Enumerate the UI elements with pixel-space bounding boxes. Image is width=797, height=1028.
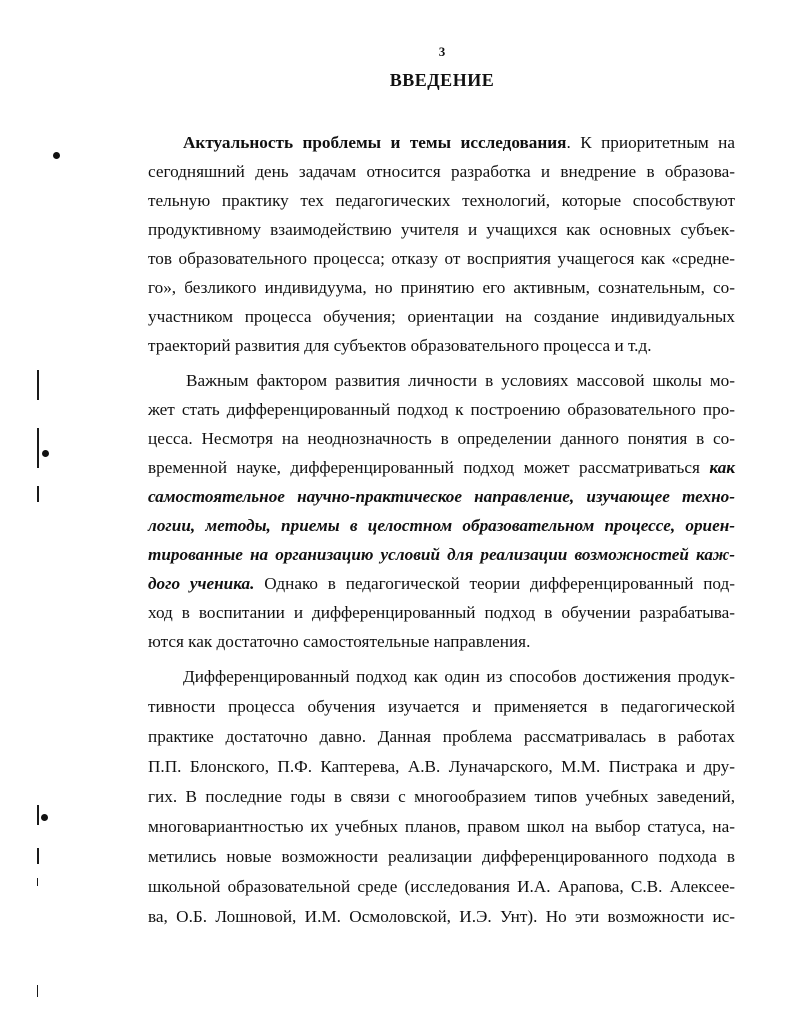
text-line: траекторий развития для субъектов образовательного процесса и т.д. xyxy=(148,336,652,355)
text-line: Дифференцированный подход как один из способов достижения продук- xyxy=(183,667,735,686)
scan-mark xyxy=(37,878,38,886)
text-line xyxy=(148,574,735,594)
emphasis-run: тированные на организацию условий для реализации возможностей каж- xyxy=(148,545,735,564)
text-line: участником процесса обучения; ориентации на создание индивидуальных xyxy=(148,307,735,326)
text-line: тельную практику тех педагогических технологий, которые способствуют xyxy=(148,191,735,210)
text-line: школьной образовательной среде (исследования И.А. Арапова, С.В. Алексее- xyxy=(148,877,735,896)
text-line: гих. В последние годы в связи с многообразием типов учебных заведений, xyxy=(148,787,735,806)
text-line: цесса. Несмотря на неоднозначность в определении данного понятия в со- xyxy=(148,429,735,448)
scan-mark xyxy=(37,486,39,502)
scan-mark xyxy=(53,152,60,159)
text-line: П.П. Блонского, П.Ф. Каптерева, А.В. Луначарского, М.М. Пистрака и дру- xyxy=(148,757,735,776)
scan-mark xyxy=(37,370,39,400)
scan-mark xyxy=(37,428,39,468)
heading-run: Актуальность проблемы и темы исследования xyxy=(183,133,567,152)
text-line: ва, О.Б. Лошновой, И.М. Осмоловской, И.Э. Унт). Но эти возможности ис- xyxy=(148,907,735,926)
text-line: метились новые возможности реализации дифференцированного подхода в xyxy=(148,847,735,866)
text-line: продуктивному взаимодействию учителя и учащихся как основных субъек- xyxy=(148,220,735,239)
text-line: ются как достаточно самостоятельные направления. xyxy=(148,632,531,651)
text-line: практике достаточно давно. Данная проблема рассматривалась в работах xyxy=(148,727,735,746)
emphasis-run: как xyxy=(709,458,735,477)
text-line: жет стать дифференцированный подход к построению образовательного про- xyxy=(148,400,735,419)
text-line: ход в воспитании и дифференцированный подход в обучении разрабатыва- xyxy=(148,603,735,622)
text-run: . К приоритетным на xyxy=(566,133,735,152)
text-line xyxy=(148,516,735,536)
scan-mark xyxy=(42,450,49,457)
text-run: Однако в педагогической теории дифференцированный под- xyxy=(254,574,735,593)
text-line xyxy=(148,458,735,478)
scan-mark xyxy=(41,814,48,821)
text-line xyxy=(183,133,735,153)
emphasis-run: логии, методы, приемы в целостном образовательном процессе, ориен- xyxy=(148,516,735,535)
scan-mark xyxy=(37,985,38,997)
text-line: го», безликого индивидуума, но принятию его активным, сознательным, со- xyxy=(148,278,735,297)
text-line: тивности процесса обучения изучается и применяется в педагогической xyxy=(148,697,735,716)
text-line: сегодняшний день задачам относится разработка и внедрение в образова- xyxy=(148,162,735,181)
page-number: 3 xyxy=(438,44,446,59)
scan-mark xyxy=(37,805,39,825)
text-line: тов образовательного процесса; отказу от восприятия учащегося как «средне- xyxy=(148,249,735,268)
text-line xyxy=(148,487,735,507)
scan-mark xyxy=(37,848,39,864)
text-line: многовариантностью их учебных планов, правом школ на выбор статуса, на- xyxy=(148,817,735,836)
emphasis-run: дого ученика. xyxy=(148,574,255,593)
text-run: временной науке, дифференцированный подход может рассматриваться xyxy=(148,458,710,477)
text-line xyxy=(148,545,735,565)
text-line: Важным фактором развития личности в условиях массовой школы мо- xyxy=(186,371,735,390)
page-title: ВВЕДЕНИЕ xyxy=(389,70,495,90)
emphasis-run: самостоятельное научно-практическое направление, изучающее техно- xyxy=(148,487,735,506)
